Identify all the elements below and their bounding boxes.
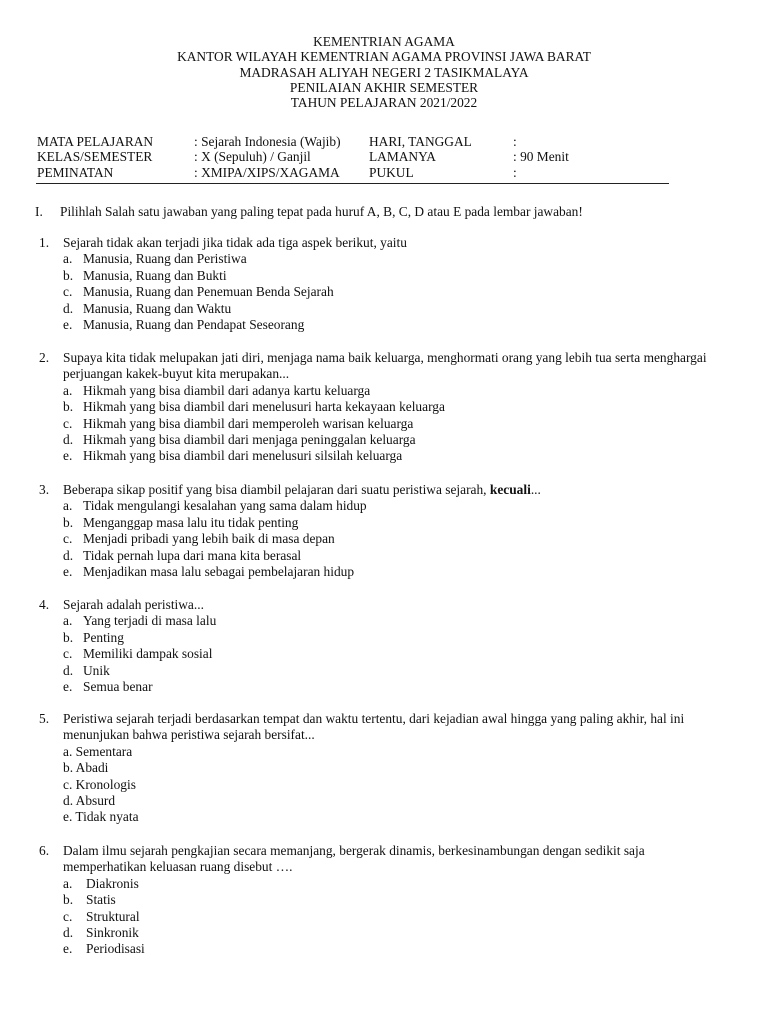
answer-option (39, 399, 729, 415)
answer-option (39, 531, 729, 547)
info-label: HARI, TANGGAL (369, 134, 472, 149)
option-letter: b. (63, 514, 74, 530)
answer-option (39, 613, 729, 629)
question-number: 2. (39, 350, 50, 365)
question-text: Sejarah adalah peristiwa... (63, 597, 204, 612)
header-ministry: KEMENTRIAN AGAMA (313, 34, 455, 49)
question-stem (39, 235, 729, 251)
option-letter: c. (63, 415, 73, 431)
option-text: Tidak pernah lupa dari mana kita berasal (83, 547, 302, 563)
option-letter: d. (63, 300, 74, 316)
option-letter: e. (63, 317, 73, 333)
option-letter: a. (63, 743, 73, 759)
answer-option (39, 448, 729, 464)
answer-option (39, 679, 729, 695)
option-text: Tidak mengulangi kesalahan yang sama dalam hidup (83, 498, 367, 514)
answer-option (39, 925, 729, 941)
info-row-class (37, 149, 677, 164)
header-school: MADRASAH ALIYAH NEGERI 2 TASIKMALAYA (239, 64, 529, 80)
question-2 (39, 350, 729, 465)
answer-option (39, 909, 729, 925)
option-text: Semua benar (83, 679, 153, 695)
option-text: Menganggap masa lalu itu tidak penting (83, 514, 299, 530)
option-text: Manusia, Ruang dan Waktu (83, 300, 232, 316)
question-number: 4. (39, 597, 50, 612)
question-number: 6. (39, 843, 50, 858)
answer-option (39, 268, 729, 284)
answer-option (39, 793, 729, 809)
option-text: Diakronis (86, 875, 139, 891)
option-text: Periodisasi (86, 941, 145, 957)
option-letter: d. (63, 793, 74, 809)
question-5 (39, 711, 729, 826)
answer-option (39, 383, 729, 399)
option-text: Sinkronik (86, 925, 139, 941)
answer-option (39, 548, 729, 564)
question-number: 3. (39, 482, 50, 497)
option-letter: e. (63, 679, 73, 695)
info-label: KELAS/SEMESTER (37, 149, 153, 165)
info-label: PEMINATAN (37, 164, 114, 180)
option-letter: e. (63, 564, 73, 580)
option-letter: c. (63, 531, 73, 547)
question-stem (39, 711, 729, 744)
option-letter: b. (63, 399, 74, 415)
info-value: : (513, 134, 517, 149)
option-letter: c. (63, 776, 73, 792)
option-letter: c. (63, 908, 73, 924)
option-text: Manusia, Ruang dan Penemuan Benda Sejarah (83, 284, 334, 300)
answer-option (39, 515, 729, 531)
option-text: Unik (83, 662, 110, 678)
question-keyword: kecuali (489, 482, 531, 497)
answer-option (39, 317, 729, 333)
exam-info-table (37, 134, 677, 180)
answer-option (39, 646, 729, 662)
option-letter: c. (63, 284, 73, 300)
question-3 (39, 482, 729, 580)
header-academic-year: TAHUN PELAJARAN 2021/2022 (290, 95, 478, 111)
answer-option (39, 498, 729, 514)
answer-option (39, 432, 729, 448)
option-text: Hikmah yang bisa diambil dari menelusuri harta kekayaan keluarga (83, 399, 445, 415)
answer-option (39, 630, 729, 646)
info-label: PUKUL (369, 164, 414, 180)
answer-option (39, 663, 729, 679)
info-row-specialization (37, 165, 677, 180)
answer-option (39, 760, 729, 776)
question-text: Sejarah tidak akan terjadi jika tidak ada tiga aspek berikut, yaitu (63, 235, 407, 250)
option-text: Sementara (75, 743, 133, 759)
answer-option (39, 941, 729, 957)
option-text: Manusia, Ruang dan Peristiwa (83, 251, 247, 267)
option-text: Statis (86, 892, 116, 908)
question-stem (39, 350, 729, 383)
question-stem (39, 482, 729, 498)
section-number: I. (35, 204, 43, 219)
answer-option (39, 777, 729, 793)
question-text: Dalam ilmu sejarah pengkajian secara memanjang, bergerak dinamis, berkesinambungan dengan sedikit saja memperhatikan keluasan ruang disebut …. (63, 843, 645, 875)
option-letter: b. (63, 629, 74, 645)
option-letter: a. (63, 498, 73, 514)
option-text: Menjadikan masa lalu sebagai pembelajaran hidup (83, 564, 355, 580)
question-text: Beberapa sikap positif yang bisa diambil pelajaran dari suatu peristiwa sejarah, (63, 482, 487, 497)
info-value: : 90 Menit (513, 149, 569, 165)
question-text: Supaya kita tidak melupakan jati diri, menjaga nama baik keluarga, menghormati orang yang lebih tua serta menghargai perjuangan kakek-buyut kita merupakan... (63, 350, 707, 382)
info-value: : XMIPA/XIPS/XAGAMA (194, 164, 340, 180)
option-text: Kronologis (75, 776, 136, 792)
option-text: Manusia, Ruang dan Bukti (83, 267, 227, 283)
question-stem (39, 597, 729, 613)
option-text: Tidak nyata (75, 809, 139, 825)
option-text: Absurd (75, 793, 116, 809)
info-value: : Sejarah Indonesia (Wajib) (194, 134, 341, 149)
instruction-text: Pilihlah Salah satu jawaban yang paling tepat pada huruf A, B, C, D atau E pada lembar jawaban! (60, 204, 583, 219)
header-office: KANTOR WILAYAH KEMENTRIAN AGAMA PROVINSI JAWA BARAT (177, 49, 591, 65)
option-letter: e. (63, 941, 73, 957)
option-letter: e. (63, 809, 73, 825)
answer-option (39, 876, 729, 892)
section-instruction (35, 204, 583, 220)
answer-option (39, 251, 729, 267)
option-text: Memiliki dampak sosial (83, 646, 213, 662)
option-text: Abadi (75, 760, 109, 776)
option-letter: a. (63, 382, 73, 398)
info-value: : (513, 164, 517, 180)
header-exam-title: PENILAIAN AKHIR SEMESTER (289, 79, 479, 95)
question-6 (39, 843, 729, 958)
option-text: Hikmah yang bisa diambil dari menjaga peninggalan keluarga (83, 432, 416, 448)
option-text: Hikmah yang bisa diambil dari adanya kartu keluarga (83, 382, 371, 398)
info-row-subject (37, 134, 677, 149)
question-number: 1. (39, 235, 50, 250)
info-label: LAMANYA (369, 149, 436, 165)
header-divider (36, 183, 669, 184)
answer-option (39, 301, 729, 317)
question-1 (39, 235, 729, 333)
question-text: Peristiwa sejarah terjadi berdasarkan tempat dan waktu tertentu, dari kejadian awal hingga yang paling akhir, hal ini menunjukan bahwa peristiwa sejarah bersifat... (63, 711, 685, 743)
answer-option (39, 744, 729, 760)
document-header (0, 34, 768, 110)
answer-option (39, 809, 729, 825)
option-letter: a. (63, 613, 73, 629)
answer-option (39, 564, 729, 580)
option-letter: a. (63, 251, 73, 267)
answer-option (39, 416, 729, 432)
question-number: 5. (39, 711, 50, 726)
question-4 (39, 597, 729, 695)
option-letter: b. (63, 760, 74, 776)
option-text: Hikmah yang bisa diambil dari memperoleh warisan keluarga (83, 415, 414, 431)
option-text: Manusia, Ruang dan Pendapat Seseorang (83, 317, 305, 333)
option-letter: c. (63, 646, 73, 662)
info-label: MATA PELAJARAN (37, 134, 154, 149)
option-text: Yang terjadi di masa lalu (83, 613, 217, 629)
answer-option (39, 892, 729, 908)
question-stem (39, 843, 729, 876)
option-letter: b. (63, 267, 74, 283)
option-text: Hikmah yang bisa diambil dari menelusuri silsilah keluarga (83, 448, 403, 464)
option-text: Menjadi pribadi yang lebih baik di masa depan (83, 531, 335, 547)
info-value: : X (Sepuluh) / Ganjil (194, 149, 311, 165)
question-suffix: ... (530, 482, 541, 497)
option-text: Penting (83, 629, 124, 645)
option-letter: e. (63, 448, 73, 464)
option-letter: d. (63, 547, 74, 563)
option-letter: b. (63, 892, 74, 908)
answer-option (39, 284, 729, 300)
option-letter: d. (63, 925, 74, 941)
option-letter: a. (63, 875, 73, 891)
option-letter: d. (63, 432, 74, 448)
option-text: Struktural (86, 908, 140, 924)
option-letter: d. (63, 662, 74, 678)
